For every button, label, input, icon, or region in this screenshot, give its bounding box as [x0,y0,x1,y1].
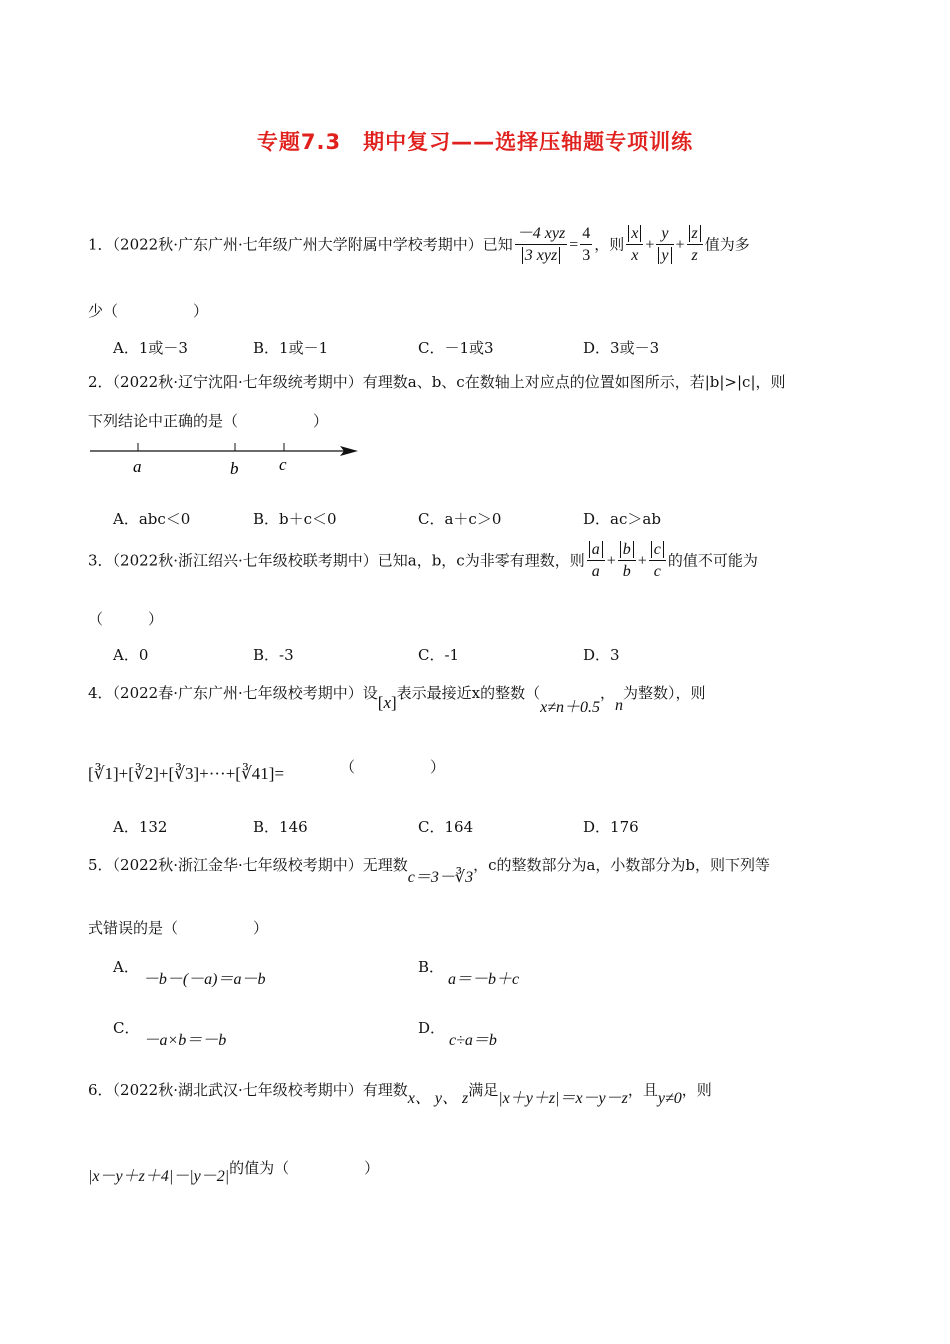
q1-frac-z: $\frac{z}{z}$ [687,224,703,267]
question-1-line1: 1．（2022秋·广东广州·七年级广州大学附属中学校考期中）已知 $\frac{\text{－4 xyz}}{\text{3 xyz}}$ = $\frac{4}{3}$ ，则 $\frac{x}{x}$ + $\frac{y}{y}$ + $\frac{z}{z}$ 值为多 [88,224,750,267]
number-line-figure [88,436,363,478]
label-b: b [230,459,239,478]
q3-option-b[interactable]: B．-3 [253,646,294,664]
page-title: 专题7.3 期中复习——选择压轴题专项训练 [256,130,694,154]
q1-option-c[interactable]: C．－1或3 [418,339,494,357]
q3-option-a[interactable]: A．0 [113,646,149,664]
q4-condition: x≠n＋0.5 [540,699,601,716]
q1-frac-y: $\frac{y}{y}$ [656,224,673,267]
q5-c-expression: c＝3－∛3 [407,869,474,886]
q1-number: 1． [88,235,113,254]
q5-option-c[interactable]: C．－a×b＝－b [113,1019,227,1049]
q4-option-b[interactable]: B．146 [253,818,308,836]
q2-option-d[interactable]: D．ac＞ab [583,510,661,528]
q1-then: ，则 [594,235,625,254]
q6-condition: |x＋y＋z|＝x－y－z [498,1090,628,1107]
q4-option-c[interactable]: C．164 [418,818,474,836]
label-a: a [133,457,142,476]
q6-line2: |x－y＋z＋4|－|y－2|的值为（ ） [88,1159,380,1185]
q2-line2: 下列结论中正确的是（ ） [88,412,329,430]
q4-paren: （ ） [340,758,446,776]
q6-expression: |x－y＋z＋4|－|y－2| [88,1168,230,1185]
q3-frac-c: $\frac{c}{c}$ [649,540,666,583]
q5-option-a[interactable]: A．－b－(－a)＝a－b [113,958,266,988]
label-c: c [279,455,287,474]
q5-option-b[interactable]: B．a＝－b＋c [418,958,520,988]
question-5-line1: 5．（2022秋·浙江金华·七年级校考期中）无理数c＝3－∛3，c的整数部分为a，小数部分为b，则下列等 [88,856,771,886]
question-2-line1: 2．（2022秋·辽宁沈阳·七年级统考期中）有理数a、b、c在数轴上对应点的位置如图所示，若|b|>|c|，则 [88,373,786,391]
q3-option-d[interactable]: D．3 [583,646,620,664]
q6-variables: x、 y、 z [407,1090,469,1107]
q4-option-d[interactable]: D．176 [583,818,639,836]
q1-frac-x: $\frac{x}{x}$ [626,224,643,267]
q4-option-a[interactable]: A．132 [113,818,168,836]
q5-line2: 式错误的是（ ） [88,919,269,937]
q4-bracket-x: [x] [377,693,397,712]
q2-option-c[interactable]: C．a＋c＞0 [418,510,502,528]
q2-option-b[interactable]: B．b＋c＜0 [253,510,337,528]
q3-frac-b: $\frac{b}{b}$ [618,540,636,583]
q1-option-a[interactable]: A．1或－3 [113,339,188,357]
q6-condition2: y≠0 [657,1090,682,1107]
q3-option-c[interactable]: C．-1 [418,646,460,664]
question-4-line1: 4．（2022春·广东广州·七年级校考期中）设[x]表示最接近x的整数（x≠n＋0.5，n为整数），则 [88,684,706,716]
q2-option-a[interactable]: A．abc＜0 [113,510,191,528]
q1-option-b[interactable]: B．1或－1 [253,339,329,357]
q3-line2: （ ） [88,610,164,628]
question-3-line1: 3．（2022秋·浙江绍兴·七年级校联考期中）已知a，b，c为非零有理数，则 $\frac{a}{a}$ + $\frac{b}{b}$ + $\frac{c}{c}$ 的值不可能为 [88,540,758,583]
question-6-line1: 6．（2022秋·湖北武汉·七年级校考期中）有理数x、 y、 z满足|x＋y＋z|＝x－y－z，且y≠0，则 [88,1081,712,1107]
q1-tail: 值为多 [704,235,750,254]
q1-rhs-fraction: $\frac{4}{3}$ [582,225,591,264]
q1-source: （2022秋·广东广州·七年级广州大学附属中学校考期中）已知 [112,235,513,254]
q5-option-d[interactable]: D．c÷a＝b [418,1019,497,1049]
q4-n: n [615,697,624,714]
q1-given-fraction: $\frac{\text{－4 xyz}}{\text{3 xyz}}$ [516,225,566,264]
q1-line2: 少（ ） [88,302,209,320]
q1-option-d[interactable]: D．3或－3 [583,339,660,357]
q4-sum-expression: [∛1]+[∛2]+[∛3]+···+[∛41]= [88,764,285,783]
q3-frac-a: $\frac{a}{a}$ [587,540,605,583]
